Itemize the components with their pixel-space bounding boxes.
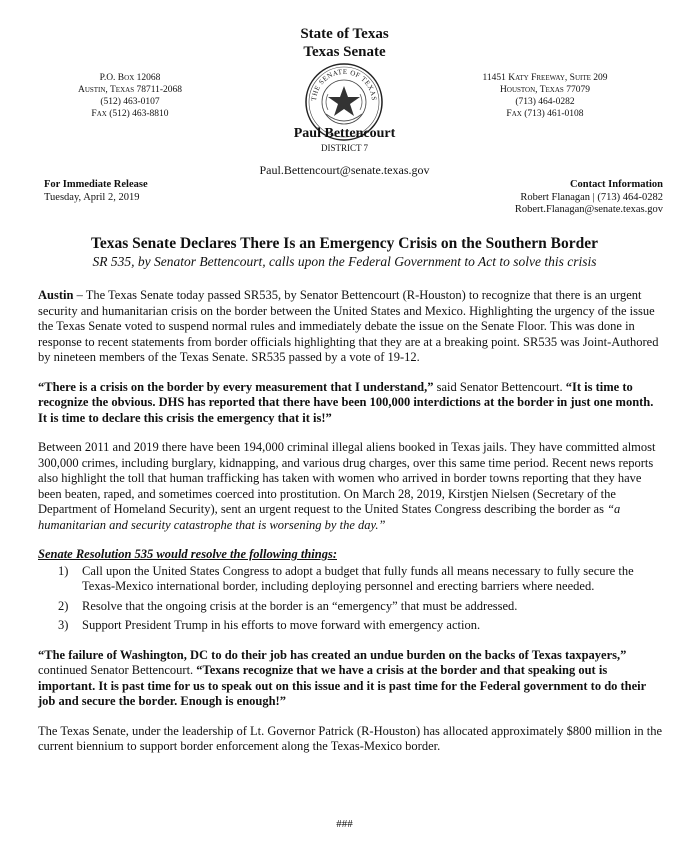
paragraph-quote-1 [38, 380, 663, 427]
press-release-body [38, 288, 663, 769]
paragraph-closing: The Texas Senate, under the leadership of Lt. Governor Patrick (R-Houston) has allocated approximately $800 million in the current biennium to support border enforcement along the Texas-Mexico border. [38, 723, 663, 753]
quote-1-attribution: said Senator Bettencourt. [433, 379, 566, 394]
release-date: Tuesday, April 2, 2019 [44, 191, 140, 203]
senator-name: Paul Bettencourt [293, 126, 396, 141]
paragraph-statistics [38, 440, 663, 533]
intro-text: – The Texas Senate today passed SR535, by Senator Bettencourt (R-Houston) to recognize that there is an urgent security and humanitarian crisis on the border between the United States and Mexico. Highlighting the urgency of the issue the Texas Senate voted to suspend normal rules and immediately debate the issue on the Senate Floor. This was done in response to recent statements from border officials highlighting that they are at a breaking point. SR535 was Joint-Authored by nineteen members of the Texas Senate. SR535 passed by a vote of 19-12. [38, 288, 659, 364]
header-senate: Texas Senate [303, 44, 386, 60]
list-item [38, 618, 663, 634]
list-item [38, 564, 663, 595]
list-text: Support President Trump in his efforts to move forward with emergency action. [82, 618, 481, 632]
release-info [44, 179, 148, 204]
dateline: Austin [38, 288, 74, 302]
office-address-austin [60, 72, 200, 120]
quote-2-attribution: continued Senator Bettencourt. [38, 663, 197, 677]
quote-2-part-b: “Texans recognize that we have a crisis at the border and that speaking out is important. It is past time for us to speak out on this issue and it is past time for the Federal government to do their job and secure the border. Enough is enough!” [38, 663, 646, 708]
list-number: 1) [58, 563, 69, 578]
list-number: 3) [58, 618, 69, 632]
address-line: Fax (512) 463-8810 [91, 109, 169, 119]
address-line: 11451 Katy Freeway, Suite 209 [482, 73, 608, 83]
quote-2-part-a: “The failure of Washington, DC to do their job has created an undue burden on the backs of Texas taxpayers,” [38, 647, 627, 662]
release-label: For Immediate Release [44, 179, 148, 190]
address-line: Fax (713) 461-0108 [506, 109, 584, 119]
address-line: Austin, Texas 78711-2068 [77, 85, 183, 95]
list-number: 2) [58, 598, 69, 613]
header-state: State of Texas [300, 26, 389, 42]
list-text: Resolve that the ongoing crisis at the border is an “emergency” that must be addressed. [82, 598, 518, 613]
end-mark: ### [336, 818, 353, 830]
paragraph-intro [38, 288, 663, 366]
resolution-heading: Senate Resolution 535 would resolve the following things: [38, 547, 337, 561]
headline: Texas Senate Declares There Is an Emergency Crisis on the Southern Border [90, 235, 599, 252]
resolution-list [38, 564, 663, 634]
senator-email-link[interactable]: Paul.Bettencourt@senate.texas.gov [259, 163, 430, 177]
address-line: (713) 464-0282 [515, 97, 575, 107]
subheadline: SR 535, by Senator Bettencourt, calls upon the Federal Government to Act to solve this crisis [92, 254, 597, 269]
contact-email-link[interactable]: Robert.Flanagan@senate.texas.gov [514, 204, 663, 215]
address-line: P.O. Box 12068 [99, 73, 161, 83]
contact-info [515, 179, 663, 217]
address-line: (512) 463-0107 [100, 97, 160, 107]
contact-line: Robert Flanagan | (713) 464-0282 [520, 191, 663, 203]
contact-label: Contact Information [569, 179, 663, 190]
quote-1-part-b: “It is time to recognize the obvious. DHS has reported that there have been 100,000 interdictions at the border in just one month. It is time to declare this crisis the emergency that it is!” [38, 379, 654, 425]
paragraph-quote-2 [38, 648, 663, 710]
quote-1-part-a: “There is a crisis on the border by every measurement that I understand,” [38, 379, 434, 394]
office-address-houston [470, 72, 620, 120]
address-line: Houston, Texas 77079 [500, 85, 590, 95]
list-item [38, 599, 663, 615]
list-text: Call upon the United States Congress to adopt a budget that fully funds all means necessary to fully secure the Texas-Mexico international border, including deploying personnel and erecting barriers where needed. [82, 563, 634, 593]
svg-text:THE SENATE OF TEXAS: THE SENATE OF TEXAS [309, 67, 379, 102]
statistics-text: Between 2011 and 2019 there have been 194,000 criminal illegal aliens booked in Texas jails. They have committed almost 300,000 crimes, including burglary, kidnapping, and various drug charges, over this same time period. Recent news reports also highlight the toll that human trafficking has taken with women who arrived in border towns reporting that they have been beaten, raped, and sometimes coerced into prostitution. On March 28, 2019, Kirstjen Nielsen (Secretary of the Department of Homeland Security), sent an urgent request to the United States Congress describing the border as [38, 440, 656, 516]
nielsen-quote: “a humanitarian and security catastrophe that is worsening by the day.” [38, 502, 621, 532]
district-label: DISTRICT 7 [320, 143, 369, 153]
